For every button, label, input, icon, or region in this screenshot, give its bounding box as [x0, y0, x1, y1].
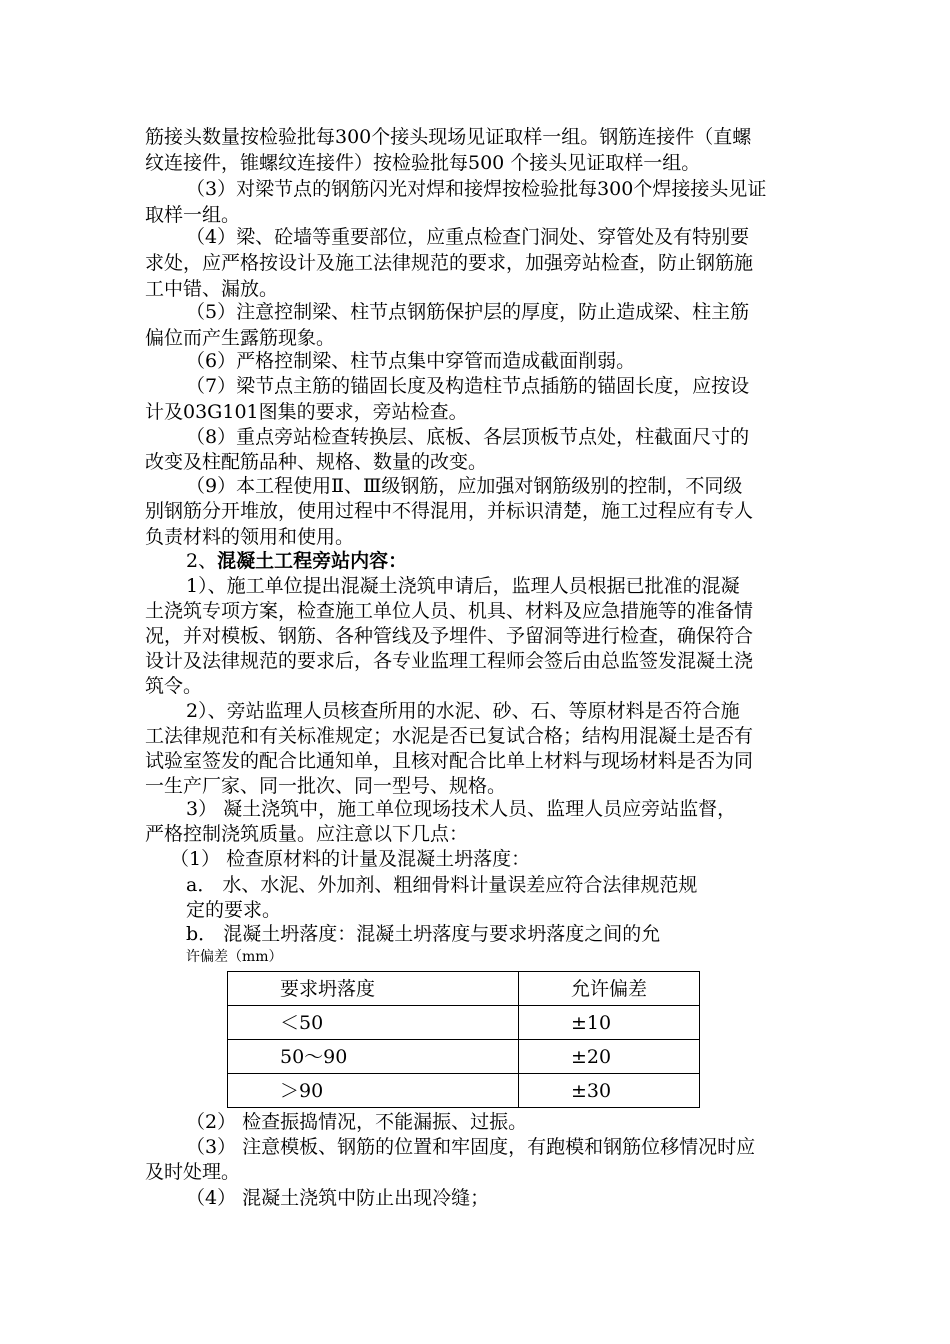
text-line: （4） 混凝土浇筑中防止出现冷缝； [186, 1187, 490, 1209]
section-title: 混凝土工程旁站内容： [217, 550, 408, 572]
text-line: 计及03G101图集的要求，旁站检查。 [145, 401, 468, 423]
text-line: 筋接头数量按检验批每300个接头现场见证取样一组。钢筋连接件（直螺 [145, 126, 752, 148]
text-line: 筑令。 [145, 675, 203, 697]
text-line: （3） 注意模板、钢筋的位置和牢固度，有跑模和钢筋位移情况时应 [186, 1136, 756, 1158]
text-line: 偏位而产生露筋现象。 [145, 327, 336, 349]
section-number: 2、 [186, 550, 218, 572]
table-header-row [228, 972, 700, 1006]
text-line: b． 混凝土坍落度：混凝土坍落度与要求坍落度之间的允 [186, 923, 661, 945]
text-line: （3）对梁节点的钢筋闪光对焊和接焊按检验批每300个焊接接头见证 [186, 178, 767, 200]
table-header-cell: 允许偏差 [519, 972, 700, 1006]
text-line: 别钢筋分开堆放，使用过程中不得混用，并标识清楚，施工过程应有专人 [145, 500, 754, 522]
table-cell: ±30 [519, 1074, 700, 1108]
text-line: 2）、旁站监理人员核查所用的水泥、砂、石、等原材料是否符合施 [186, 700, 740, 722]
text-line: 工中错、漏放。 [145, 278, 279, 300]
text-line: （9）本工程使用Ⅱ、Ⅲ级钢筋，应加强对钢筋级别的控制，不同级 [186, 475, 743, 497]
text-line: （4）梁、砼墙等重要部位，应重点检查门洞处、穿管处及有特别要 [186, 226, 750, 248]
text-line: 负责材料的领用和使用。 [145, 526, 355, 548]
table-cell: ＞90 [228, 1074, 519, 1108]
text-line: 3） 凝土浇筑中，施工单位现场技术人员、监理人员应旁站监督， [186, 798, 737, 820]
text-line: 试验室签发的配合比通知单，且核对配合比单上材料与现场材料是否为同 [145, 750, 754, 772]
section-heading [186, 548, 407, 574]
text-line: 土浇筑专项方案，检查施工单位人员、机具、材料及应急措施等的准备情 [145, 600, 754, 622]
text-line: （1） 检查原材料的计量及混凝土坍落度： [170, 848, 531, 870]
text-line: （2） 检查振捣情况，不能漏振、过振。 [186, 1111, 528, 1133]
text-line: （5）注意控制梁、柱节点钢筋保护层的厚度，防止造成梁、柱主筋 [186, 301, 750, 323]
text-line: （7）梁节点主筋的锚固长度及构造柱节点插筋的锚固长度，应按设 [186, 375, 750, 397]
table-row [228, 1074, 700, 1108]
text-line: 一生产厂家、同一批次、同一型号、规格。 [145, 775, 507, 797]
slump-tolerance-table [227, 971, 700, 1108]
table-cell: ±10 [519, 1006, 700, 1040]
text-line: 严格控制浇筑质量。应注意以下几点： [145, 823, 469, 845]
table-cell: ＜50 [228, 1006, 519, 1040]
text-line: a． 水、水泥、外加剂、粗细骨料计量误差应符合法律规范规 [186, 874, 698, 896]
text-line: 取样一组。 [145, 204, 241, 226]
table-row [228, 1006, 700, 1040]
table-cell: 50～90 [228, 1040, 519, 1074]
table-header-cell: 要求坍落度 [228, 972, 519, 1006]
text-line: 定的要求。 [186, 899, 282, 921]
text-line: 工法律规范和有关标准规定；水泥是否已复试合格；结构用混凝土是否有 [145, 725, 754, 747]
text-line: （8）重点旁站检查转换层、底板、各层顶板节点处，柱截面尺寸的 [186, 426, 750, 448]
table-cell: ±20 [519, 1040, 700, 1074]
table-row [228, 1040, 700, 1074]
text-line: （6）严格控制梁、柱节点集中穿管而造成截面削弱。 [186, 350, 636, 372]
text-line: 求处，应严格按设计及施工法律规范的要求，加强旁站检查，防止钢筋施 [145, 252, 754, 274]
table-caption: 许偏差（mm） [186, 949, 283, 965]
text-line: 1）、施工单位提出混凝土浇筑申请后，监理人员根据已批准的混凝 [186, 575, 740, 597]
text-line: 况，并对模板、钢筋、各种管线及予埋件、予留洞等进行检查，确保符合 [145, 625, 754, 647]
text-line: 改变及柱配筋品种、规格、数量的改变。 [145, 451, 488, 473]
text-line: 设计及法律规范的要求后，各专业监理工程师会签后由总监签发混凝土浇 [145, 650, 754, 672]
text-line: 纹连接件，锥螺纹连接件）按检验批每500 个接头见证取样一组。 [145, 152, 701, 174]
text-line: 及时处理。 [145, 1161, 241, 1183]
